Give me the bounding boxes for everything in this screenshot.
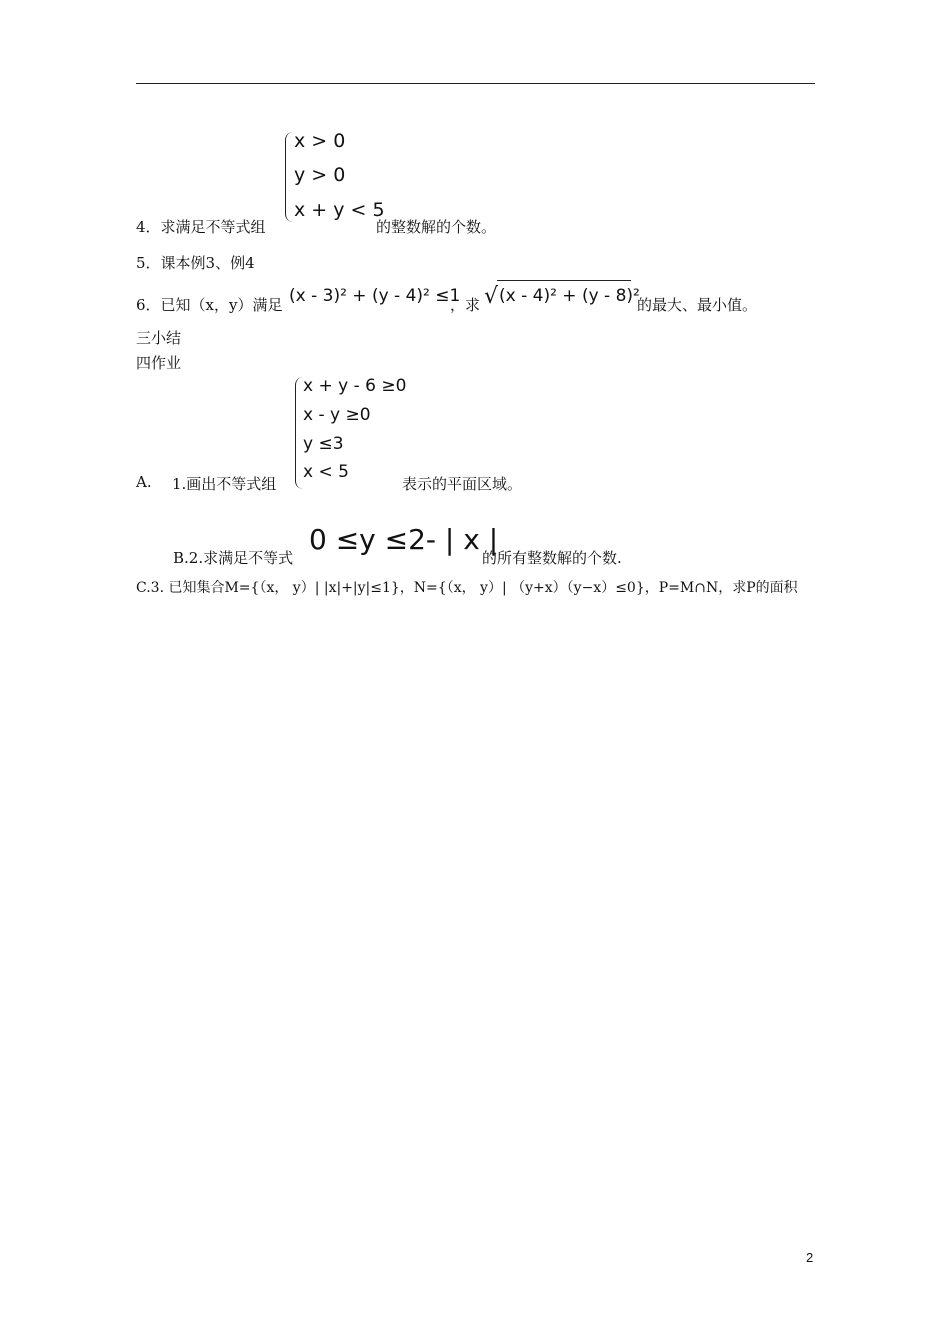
summary-heading: 三小结 (136, 329, 182, 347)
homework-a-prefix: 1.画出不等式组 (172, 475, 277, 493)
homework-b-inequality: 0 ≤y ≤2- | x | (309, 523, 499, 556)
homework-b-prefix: B.2.求满足不等式 (173, 549, 294, 567)
system-line-1: x + y - 6 ≥0 (303, 376, 407, 396)
system-line-1: x > 0 (294, 130, 346, 152)
system-line-4: x < 5 (303, 462, 349, 482)
system-brace (295, 377, 303, 489)
problem6-mid: ，求 (450, 296, 481, 314)
sqrt-symbol: √ (484, 284, 499, 309)
problem4-prefix: 4．求满足不等式组 (136, 218, 266, 236)
header-rule (136, 83, 815, 84)
problem4-suffix: 的整数解的个数。 (376, 218, 497, 236)
problem6-suffix: 的最大、最小值。 (637, 296, 758, 314)
homework-c-text: C.3. 已知集合M={（x， y）| |x|+|y|≤1}，N={（x， y）| （y+x）（y−x）≤0}，P=M∩N，求P的面积 (136, 580, 798, 596)
homework-a-label: A. (136, 473, 152, 491)
page-number: 2 (806, 1250, 814, 1265)
system-line-2: x - y ≥0 (303, 405, 371, 425)
system-line-3: x + y < 5 (294, 199, 385, 221)
homework-a-suffix: 表示的平面区域。 (402, 475, 523, 493)
system-line-3: y ≤3 (303, 434, 344, 454)
problem6-expression: (x - 4)² + (y - 8)² (499, 286, 640, 306)
system-line-2: y > 0 (294, 164, 346, 186)
sqrt-bar (497, 280, 631, 281)
problem6-prefix: 6．已知（x，y）满足 (136, 296, 283, 314)
problem6-condition: (x - 3)² + (y - 4)² ≤1 (289, 286, 461, 306)
system-brace (285, 132, 293, 222)
homework-b-suffix: 的所有整数解的个数. (482, 549, 622, 567)
homework-heading: 四作业 (136, 354, 182, 372)
problem5-text: 5．课本例3、例4 (136, 254, 255, 272)
